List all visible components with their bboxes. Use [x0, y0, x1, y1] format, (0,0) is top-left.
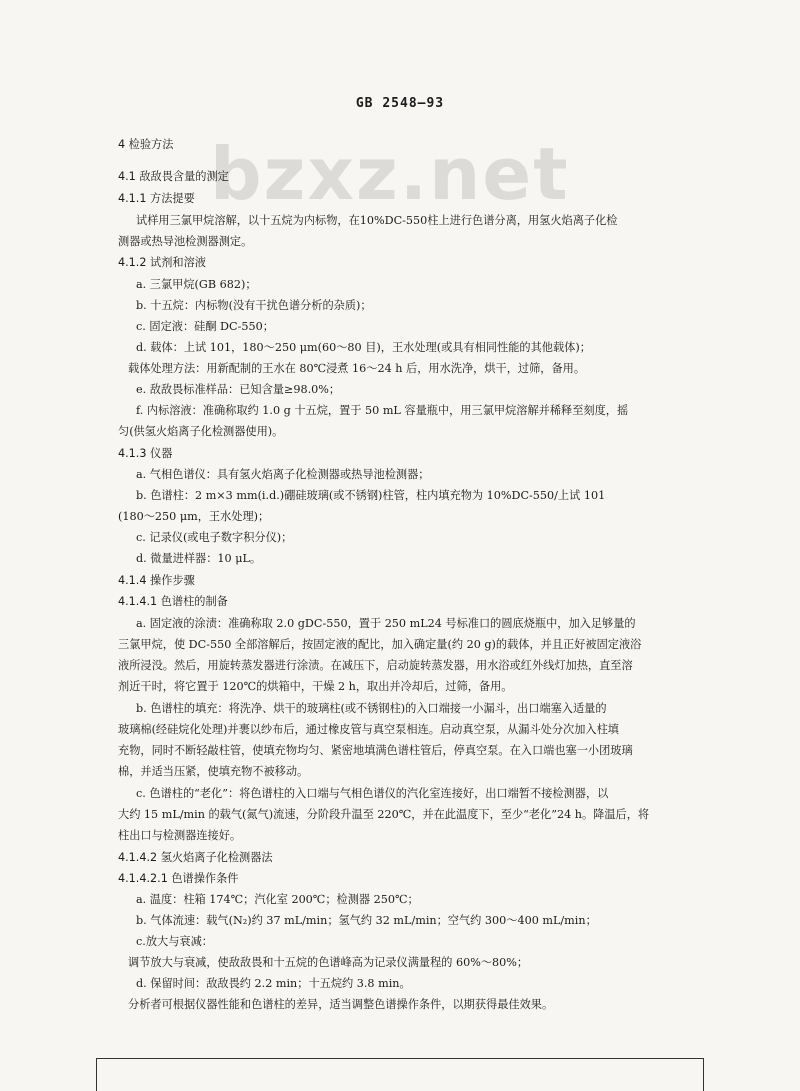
bottom-border-right — [703, 1058, 704, 1091]
text-line: (180～250 μm，王水处理)； — [118, 510, 270, 523]
text-line: 试样用三氯甲烷溶解，以十五烷为内标物，在10%DC-550柱上进行色谱分离，用氢火焰离子化检 — [136, 214, 618, 227]
subsection-heading: 4.1.2 试剂和溶液 — [118, 256, 206, 269]
subsection-heading: 4.1 敌敌畏含量的测定 — [118, 170, 229, 183]
subsection-heading: 4.1.4.2 氢火焰离子化检测器法 — [118, 851, 273, 864]
list-item: b. 气体流速：载气(N₂)约 37 mL/min；氢气约 32 mL/min；空气约 300～400 mL/min； — [136, 914, 597, 927]
section-heading: 4 检验方法 — [118, 138, 174, 151]
watermark: bzxz.net — [210, 132, 570, 216]
list-item: b. 十五烷：内标物(没有干扰色谱分析的杂质)； — [136, 299, 372, 312]
list-item: d. 保留时间：敌敌畏约 2.2 min；十五烷约 3.8 min。 — [136, 977, 411, 990]
list-item: c. 记录仪(或电子数字积分仪)； — [136, 531, 293, 544]
bottom-border-left — [96, 1058, 97, 1091]
list-item: f. 内标溶液：准确称取约 1.0 g 十五烷，置于 50 mL 容量瓶中，用三氯甲烷溶解并稀释至刻度，摇 — [136, 404, 629, 417]
subsection-heading: 4.1.4.2.1 色谱操作条件 — [118, 872, 239, 885]
text-line: 载体处理方法：用新配制的王水在 80℃浸煮 16～24 h 后，用水洗净，烘干，过筛，备用。 — [128, 362, 586, 375]
text-line: 充物，同时不断轻敲柱管，使填充物均匀、紧密地填满色谱柱管后，停真空泵。在入口端也塞一小团玻璃 — [118, 744, 633, 757]
list-item: a. 三氯甲烷(GB 682)； — [136, 278, 257, 291]
list-item: c. 固定液：硅酮 DC-550； — [136, 320, 274, 333]
text-line: 玻璃棉(经硅烷化处理)并裹以纱布后，通过橡皮管与真空泵相连。启动真空泵，从漏斗处分次加入柱填 — [118, 723, 619, 736]
standard-header: GB 2548—93 — [355, 96, 445, 111]
list-item: a. 固定液的涂渍：准确称取 2.0 gDC-550，置于 250 mL24 号标准口的圆底烧瓶中，加入足够量的 — [136, 617, 636, 630]
subsection-heading: 4.1.4 操作步骤 — [118, 574, 195, 587]
text-line: 调节放大与衰减，使敌敌畏和十五烷的色谱峰高为记录仪满量程的 60%～80%； — [128, 956, 529, 969]
list-item: c.放大与衰减： — [136, 935, 213, 948]
list-item: a. 温度：柱箱 174℃；汽化室 200℃；检测器 250℃； — [136, 893, 419, 906]
subsection-heading: 4.1.3 仪器 — [118, 447, 173, 460]
text-line: 棉，并适当压紧，使填充物不被移动。 — [118, 765, 309, 778]
list-item: a. 气相色谱仪：具有氢火焰离子化检测器或热导池检测器； — [136, 468, 430, 481]
text-line: 柱出口与检测器连接好。 — [118, 829, 242, 842]
text-line: 三氯甲烷，使 DC-550 全部溶解后，按固定液的配比，加入确定量(约 20 g)的载体，并且正好被固定液浴 — [118, 638, 642, 651]
text-line: 剂近干时，将它置于 120℃的烘箱中，干燥 2 h，取出并冷却后，过筛，备用。 — [118, 680, 513, 693]
list-item: e. 敌敌畏标准样品：已知含量≥98.0%； — [136, 383, 341, 396]
subsection-heading: 4.1.1 方法提要 — [118, 192, 195, 205]
list-item: b. 色谱柱：2 m×3 mm(i.d.)硼硅玻璃(或不锈钢)柱管，柱内填充物为 10%DC-550/上试 101 — [136, 489, 606, 502]
list-item: b. 色谱柱的填充：将洗净、烘干的玻璃柱(或不锈钢柱)的入口端接一小漏斗，出口端塞入适量的 — [136, 702, 607, 715]
text-line: 分析者可根据仪器性能和色谱柱的差异，适当调整色谱操作条件，以期获得最佳效果。 — [128, 998, 554, 1011]
subsection-heading: 4.1.4.1 色谱柱的制备 — [118, 595, 228, 608]
list-item: c. 色谱柱的“老化”：将色谱柱的入口端与气相色谱仪的汽化室连接好，出口端暂不接检测器，以 — [136, 787, 609, 800]
text-line: 匀(供氢火焰离子化检测器使用)。 — [118, 425, 284, 438]
text-line: 测器或热导池检测器测定。 — [118, 235, 253, 248]
text-line: 大约 15 mL/min 的载气(氮气)流速，分阶段升温至 220℃，并在此温度下，至少“老化”24 h。降温后，将 — [118, 808, 650, 821]
list-item: d. 载体：上试 101，180～250 μm(60～80 目)，王水处理(或具有相同性能的其他载体)； — [136, 341, 591, 354]
list-item: d. 微量进样器：10 μL。 — [136, 552, 262, 565]
bottom-border — [96, 1058, 704, 1059]
text-line: 液所浸没。然后，用旋转蒸发器进行涂渍。在减压下，启动旋转蒸发器，用水浴或红外线灯加热，直至溶 — [118, 659, 633, 672]
